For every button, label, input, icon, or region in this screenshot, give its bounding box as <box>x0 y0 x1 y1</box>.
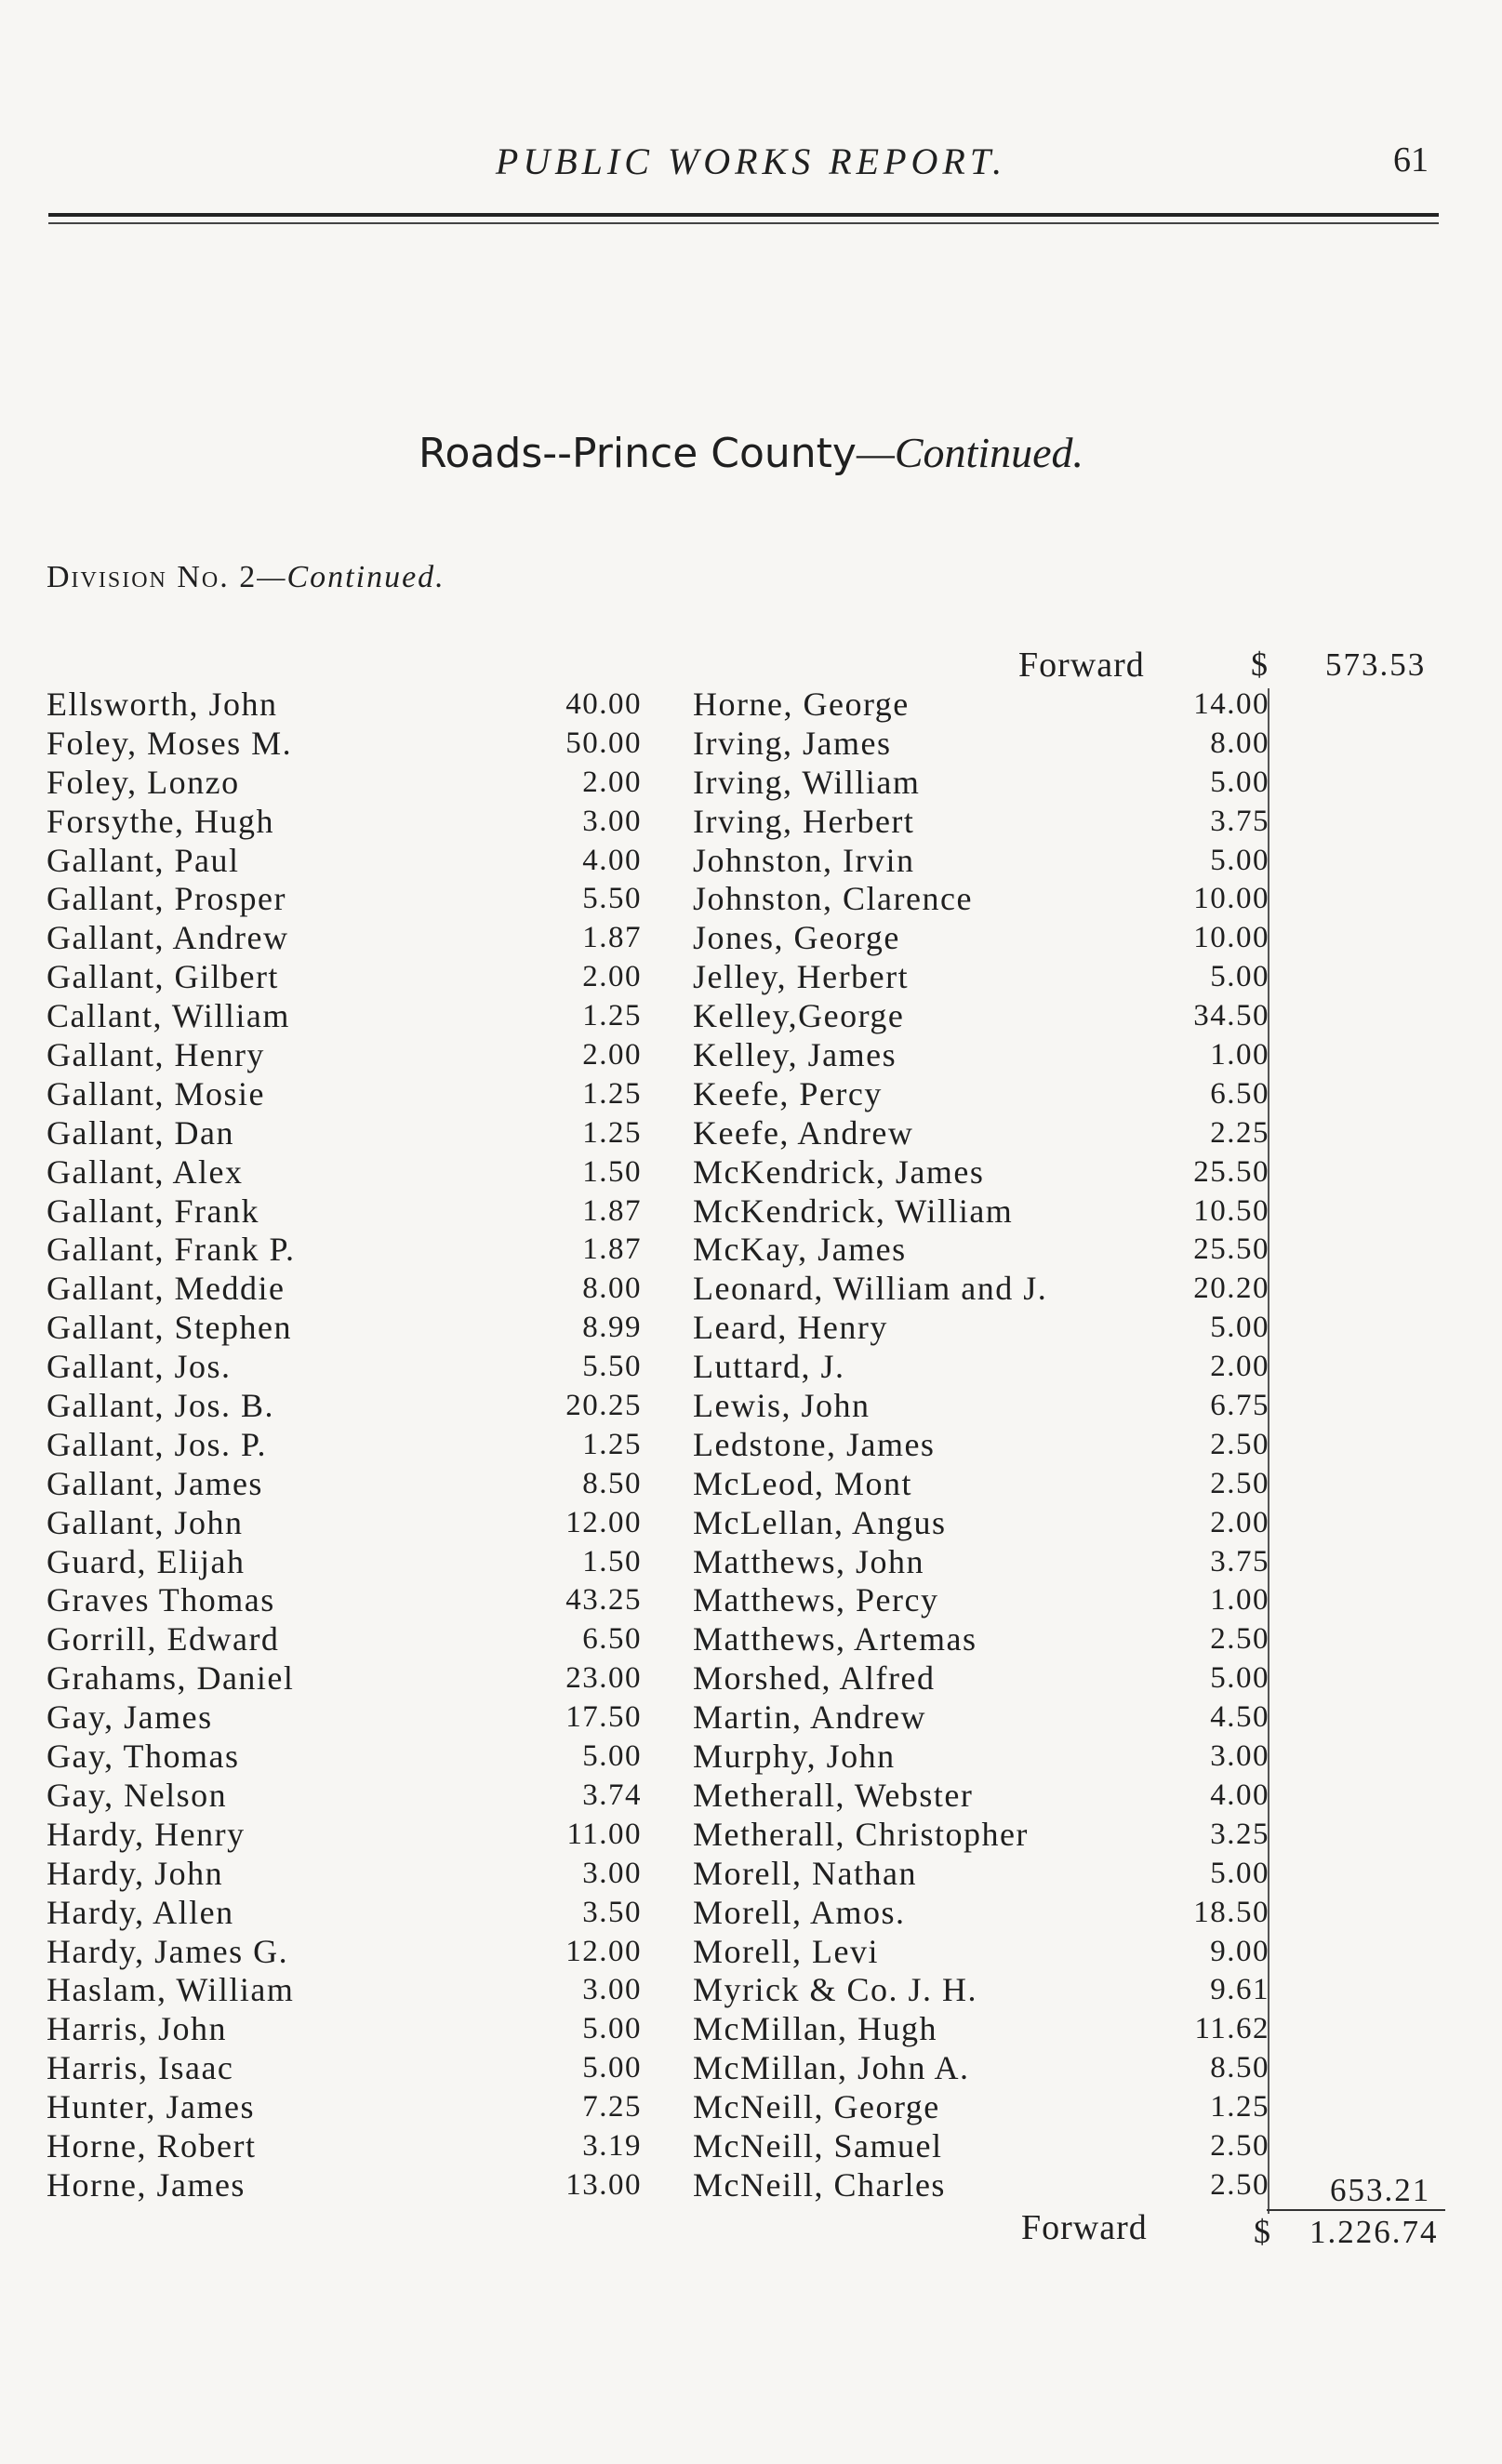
payment-amount: 40.00 <box>565 687 642 721</box>
payment-amount: 7.25 <box>582 2090 642 2124</box>
ledger-row <box>47 764 642 803</box>
payee-name: Hardy, John <box>47 1854 224 1892</box>
payment-amount: 5.00 <box>1210 765 1269 799</box>
header-rule <box>48 213 1439 217</box>
payment-amount: 1.25 <box>582 1427 642 1461</box>
ledger-row <box>47 1620 642 1659</box>
ledger-row <box>693 764 1269 803</box>
payee-name: Gallant, Dan <box>47 1113 234 1152</box>
division-suffix: —Continued. <box>257 560 445 594</box>
ledger-row <box>47 1933 642 1972</box>
ledger-row <box>693 2088 1269 2127</box>
payment-amount: 11.00 <box>566 1817 642 1851</box>
payee-name: Foley, Lonzo <box>47 763 240 801</box>
ledger-row <box>47 1543 642 1582</box>
payment-amount: 3.00 <box>582 1856 642 1890</box>
payment-amount: 2.50 <box>1210 1466 1269 1500</box>
forward-bottom-amount: 1.226.74 <box>1309 2214 1439 2250</box>
ledger-row <box>47 803 642 842</box>
payee-name: Callant, William <box>47 997 290 1035</box>
left-column <box>47 686 642 2205</box>
payee-name: Gallant, Prosper <box>47 880 286 918</box>
payment-amount: 34.50 <box>1193 999 1269 1033</box>
payment-amount: 5.00 <box>1210 1856 1269 1890</box>
payee-name: Morell, Nathan <box>693 1854 917 1892</box>
payment-amount: 20.25 <box>565 1389 642 1423</box>
payment-amount: 3.74 <box>582 1778 642 1812</box>
payment-amount: 4.00 <box>1210 1778 1269 1812</box>
ledger-row <box>693 1659 1269 1698</box>
payment-amount: 3.00 <box>1210 1739 1269 1774</box>
payee-name: Gallant, Frank P. <box>47 1231 296 1269</box>
payee-name: Metherall, Webster <box>693 1776 974 1814</box>
payment-amount: 11.62 <box>1194 2012 1269 2046</box>
payee-name: Johnston, Irvin <box>693 841 915 879</box>
payee-name: Matthews, Percy <box>693 1581 939 1619</box>
ledger-row <box>693 997 1269 1036</box>
payee-name: McNeill, Charles <box>693 2165 946 2204</box>
ledger-row <box>693 2010 1269 2049</box>
ledger-row <box>47 1075 642 1114</box>
payee-name: Gallant, Gilbert <box>47 958 279 996</box>
ledger-row <box>47 1504 642 1543</box>
payment-amount: 2.50 <box>1210 2167 1269 2202</box>
ledger-row <box>47 1659 642 1698</box>
ledger-row <box>693 1075 1269 1114</box>
payee-name: Gallant, Andrew <box>47 919 289 957</box>
ledger-row <box>693 803 1269 842</box>
payee-name: Gallant, John <box>47 1503 244 1541</box>
ledger-row <box>47 880 642 919</box>
payee-name: Luttard, J. <box>693 1348 845 1386</box>
payment-amount: 12.00 <box>565 1934 642 1968</box>
ledger-row <box>47 919 642 958</box>
payee-name: Metherall, Christopher <box>693 1815 1029 1853</box>
payment-amount: 6.50 <box>1210 1076 1269 1111</box>
payee-name: Horne, Robert <box>47 2126 257 2164</box>
ledger-row <box>47 1153 642 1192</box>
ledger-row <box>47 2127 642 2166</box>
ledger-row <box>693 1933 1269 1972</box>
payee-name: Irving, William <box>693 763 921 801</box>
payment-amount: 17.50 <box>565 1700 642 1735</box>
payment-amount: 6.50 <box>582 1622 642 1657</box>
header-rule-thin <box>48 222 1439 224</box>
payment-amount: 1.25 <box>1210 2090 1269 2124</box>
payment-amount: 5.50 <box>582 1350 642 1384</box>
ledger-row <box>693 1114 1269 1153</box>
payee-name: Kelley, James <box>693 1036 897 1074</box>
section-heading <box>0 428 1502 477</box>
payee-name: McMillan, John A. <box>693 2049 970 2087</box>
payee-name: Hardy, Henry <box>47 1815 246 1853</box>
payee-name: McKendrick, William <box>693 1192 1014 1230</box>
payment-amount: 1.25 <box>582 1076 642 1111</box>
payee-name: Horne, George <box>693 686 910 723</box>
ledger-row <box>693 1153 1269 1192</box>
ledger-row <box>47 1114 642 1153</box>
payment-amount: 13.00 <box>565 2167 642 2202</box>
ledger-row <box>47 1465 642 1504</box>
ledger-row <box>47 1426 642 1465</box>
payment-amount: 14.00 <box>1193 687 1269 721</box>
ledger-row <box>693 1504 1269 1543</box>
payee-name: Ledstone, James <box>693 1425 936 1463</box>
section-title: Roads--Prince County <box>418 430 857 477</box>
ledger-row <box>693 1465 1269 1504</box>
payee-name: Gallant, Henry <box>47 1036 265 1074</box>
running-title: PUBLIC WORKS REPORT. <box>495 140 1007 182</box>
payment-amount: 18.50 <box>1193 1895 1269 1929</box>
payee-name: Gorrill, Edward <box>47 1620 280 1658</box>
payee-name: Harris, Isaac <box>47 2049 234 2087</box>
ledger-row <box>693 1698 1269 1738</box>
payment-amount: 2.00 <box>582 1038 642 1072</box>
payment-amount: 2.00 <box>582 960 642 994</box>
payment-amount: 8.00 <box>1210 726 1269 760</box>
ledger-row <box>693 1855 1269 1894</box>
payment-amount: 1.87 <box>582 921 642 955</box>
payment-amount: 25.50 <box>1193 1232 1269 1267</box>
ledger-row <box>693 842 1269 881</box>
ledger-row <box>693 1348 1269 1387</box>
payee-name: McNeill, George <box>693 2088 940 2126</box>
forward-top-currency: $ <box>1251 646 1268 683</box>
payee-name: Gallant, Frank <box>47 1192 259 1230</box>
ledger-row <box>693 2049 1269 2088</box>
division-label: Division No. <box>47 560 230 594</box>
payment-amount: 12.00 <box>565 1505 642 1539</box>
payment-amount: 25.50 <box>1193 1154 1269 1189</box>
payee-name: Graves Thomas <box>47 1581 275 1619</box>
payee-name: McKendrick, James <box>693 1152 985 1191</box>
payee-name: Hardy, James G. <box>47 1932 289 1970</box>
payee-name: Leonard, William and J. <box>693 1270 1048 1308</box>
payment-amount: 8.99 <box>582 1311 642 1345</box>
ledger-row <box>47 1738 642 1777</box>
payment-amount: 10.00 <box>1193 882 1269 916</box>
payment-amount: 43.25 <box>565 1583 642 1618</box>
payment-amount: 5.50 <box>582 882 642 916</box>
payee-name: Gallant, Alex <box>47 1152 244 1191</box>
payment-amount: 1.50 <box>582 1154 642 1189</box>
payee-name: Hardy, Allen <box>47 1893 234 1931</box>
payment-amount: 5.00 <box>1210 1661 1269 1696</box>
payment-amount: 9.00 <box>1210 1934 1269 1968</box>
payment-amount: 3.00 <box>582 1973 642 2007</box>
ledger-row <box>47 1698 642 1738</box>
ledger-row <box>693 2166 1269 2205</box>
payment-amount: 5.00 <box>1210 843 1269 877</box>
payee-name: Grahams, Daniel <box>47 1659 295 1698</box>
payee-name: Gallant, Stephen <box>47 1309 292 1347</box>
ledger-row <box>693 1777 1269 1816</box>
ledger-row <box>47 2166 642 2205</box>
forward-bottom-label: Forward <box>1021 2208 1148 2247</box>
ledger-row <box>47 2088 642 2127</box>
payee-name: McKay, James <box>693 1231 907 1269</box>
ledger-row <box>47 1855 642 1894</box>
payment-amount: 2.50 <box>1210 1622 1269 1657</box>
payee-name: Matthews, John <box>693 1542 924 1580</box>
payment-amount: 10.50 <box>1193 1193 1269 1228</box>
ledger-row <box>693 1581 1269 1620</box>
ledger-row <box>693 919 1269 958</box>
payee-name: Morell, Amos. <box>693 1893 906 1931</box>
ledger-row <box>47 1231 642 1270</box>
payment-amount: 2.50 <box>1210 2128 1269 2163</box>
payee-name: Gay, Thomas <box>47 1738 240 1776</box>
forward-top-label: Forward <box>1018 646 1145 685</box>
payment-amount: 3.75 <box>1210 1544 1269 1578</box>
section-title-suffix: —Continued. <box>856 429 1084 476</box>
payee-name: Guard, Elijah <box>47 1542 246 1580</box>
ledger-row <box>693 1620 1269 1659</box>
ledger-row <box>693 1036 1269 1075</box>
ledger-row <box>693 2127 1269 2166</box>
forward-top-amount: 573.53 <box>1325 646 1427 683</box>
payment-amount: 5.00 <box>582 2012 642 2046</box>
payee-name: McMillan, Hugh <box>693 2010 937 2048</box>
ledger-row <box>47 1270 642 1309</box>
payee-name: Haslam, William <box>47 1971 295 2009</box>
payment-amount: 20.20 <box>1193 1272 1269 1306</box>
ledger-row <box>47 958 642 997</box>
subtotal-rule <box>1267 2209 1445 2211</box>
ledger-row <box>47 1309 642 1348</box>
ledger-row <box>47 686 642 725</box>
payee-name: Johnston, Clarence <box>693 880 973 918</box>
payment-amount: 1.00 <box>1210 1583 1269 1618</box>
payee-name: Gallant, Paul <box>47 841 240 879</box>
payee-name: Ellsworth, John <box>47 686 278 723</box>
payment-amount: 4.00 <box>582 843 642 877</box>
payee-name: McLellan, Angus <box>693 1503 947 1541</box>
payee-name: Hunter, James <box>47 2088 256 2126</box>
payment-amount: 3.25 <box>1210 1817 1269 1851</box>
payment-amount: 8.50 <box>582 1466 642 1500</box>
payment-amount: 9.61 <box>1210 1973 1269 2007</box>
payment-amount: 1.25 <box>582 1115 642 1150</box>
ledger-row <box>47 1036 642 1075</box>
payment-amount: 5.00 <box>1210 1311 1269 1345</box>
payment-amount: 6.75 <box>1210 1389 1269 1423</box>
payment-amount: 2.25 <box>1210 1115 1269 1150</box>
payee-name: Morell, Levi <box>693 1932 879 1970</box>
payee-name: Myrick & Co. J. H. <box>693 1971 977 2009</box>
ledger-row <box>693 1309 1269 1348</box>
ledger-row <box>693 1971 1269 2010</box>
payee-name: Gallant, Meddie <box>47 1270 286 1308</box>
payment-amount: 1.00 <box>1210 1038 1269 1072</box>
payment-amount: 8.00 <box>582 1272 642 1306</box>
payee-name: Jelley, Herbert <box>693 958 910 996</box>
payee-name: Morshed, Alfred <box>693 1659 936 1698</box>
ledger-row <box>47 842 642 881</box>
payee-name: Jones, George <box>693 919 900 957</box>
payment-amount: 1.87 <box>582 1232 642 1267</box>
payee-name: Murphy, John <box>693 1738 896 1776</box>
payment-amount: 8.50 <box>1210 2051 1269 2085</box>
payee-name: Gay, James <box>47 1698 213 1737</box>
payee-name: Irving, Herbert <box>693 802 915 840</box>
payment-amount: 50.00 <box>565 726 642 760</box>
payee-name: Gallant, Jos. P. <box>47 1425 268 1463</box>
payment-amount: 4.50 <box>1210 1700 1269 1735</box>
payee-name: McNeill, Samuel <box>693 2126 943 2164</box>
ledger-row <box>47 1816 642 1855</box>
payee-name: Gallant, Jos. B. <box>47 1387 274 1425</box>
ledger-row <box>47 1777 642 1816</box>
division-number: 2 <box>239 560 258 594</box>
payee-name: Martin, Andrew <box>693 1698 926 1737</box>
payee-name: Horne, James <box>47 2165 246 2204</box>
ledger-row <box>693 880 1269 919</box>
payment-amount: 5.00 <box>1210 960 1269 994</box>
right-column <box>693 686 1269 2205</box>
ledger-row <box>47 1894 642 1933</box>
payee-name: Matthews, Artemas <box>693 1620 977 1658</box>
payee-name: Foley, Moses M. <box>47 724 293 762</box>
payee-name: Forsythe, Hugh <box>47 802 274 840</box>
ledger-row <box>693 686 1269 725</box>
payee-name: Gallant, Mosie <box>47 1074 265 1112</box>
payment-amount: 2.50 <box>1210 1427 1269 1461</box>
payment-amount: 3.50 <box>582 1895 642 1929</box>
payment-amount: 1.87 <box>582 1193 642 1228</box>
payee-name: Gay, Nelson <box>47 1776 228 1814</box>
ledger-row <box>693 1426 1269 1465</box>
ledger-row <box>47 1348 642 1387</box>
payment-amount: 2.00 <box>1210 1505 1269 1539</box>
payment-amount: 1.25 <box>582 999 642 1033</box>
ledger-row <box>693 1543 1269 1582</box>
payment-amount: 1.50 <box>582 1544 642 1578</box>
payee-name: Gallant, Jos. <box>47 1348 232 1386</box>
payment-amount: 2.00 <box>582 765 642 799</box>
division-heading <box>47 560 445 595</box>
ledger-row <box>693 1894 1269 1933</box>
payee-name: McLeod, Mont <box>693 1464 912 1502</box>
ledger-row <box>47 1971 642 2010</box>
ledger-row <box>693 1192 1269 1232</box>
ledger-row <box>693 1231 1269 1270</box>
payment-amount: 10.00 <box>1193 921 1269 955</box>
payee-name: Keefe, Andrew <box>693 1113 914 1152</box>
ledger-row <box>693 1387 1269 1426</box>
payment-amount: 3.75 <box>1210 804 1269 838</box>
ledger-row <box>47 1192 642 1232</box>
payment-amount: 5.00 <box>582 2051 642 2085</box>
payment-amount: 5.00 <box>582 1739 642 1774</box>
payee-name: Kelley,George <box>693 997 905 1035</box>
ledger-row <box>693 958 1269 997</box>
payment-amount: 3.00 <box>582 804 642 838</box>
payee-name: Irving, James <box>693 724 892 762</box>
page-subtotal: 653.21 <box>1330 2172 1431 2208</box>
ledger-row <box>693 1816 1269 1855</box>
payment-amount: 2.00 <box>1210 1350 1269 1384</box>
payee-name: Lewis, John <box>693 1387 871 1425</box>
ledger-row <box>47 997 642 1036</box>
page-number: 61 <box>1393 140 1429 180</box>
payee-name: Leard, Henry <box>693 1309 888 1347</box>
ledger-row <box>47 1581 642 1620</box>
ledger-row <box>47 1387 642 1426</box>
ledger-row <box>47 2010 642 2049</box>
forward-bottom-currency: $ <box>1254 2213 1270 2250</box>
ledger-row <box>47 725 642 764</box>
payee-name: Harris, John <box>47 2010 227 2048</box>
ledger-row <box>693 725 1269 764</box>
ledger-row <box>693 1270 1269 1309</box>
payment-amount: 3.19 <box>582 2128 642 2163</box>
payee-name: Gallant, James <box>47 1464 263 1502</box>
ledger-row <box>693 1738 1269 1777</box>
ledger-row <box>47 2049 642 2088</box>
payee-name: Keefe, Percy <box>693 1074 883 1112</box>
payment-amount: 23.00 <box>565 1661 642 1696</box>
